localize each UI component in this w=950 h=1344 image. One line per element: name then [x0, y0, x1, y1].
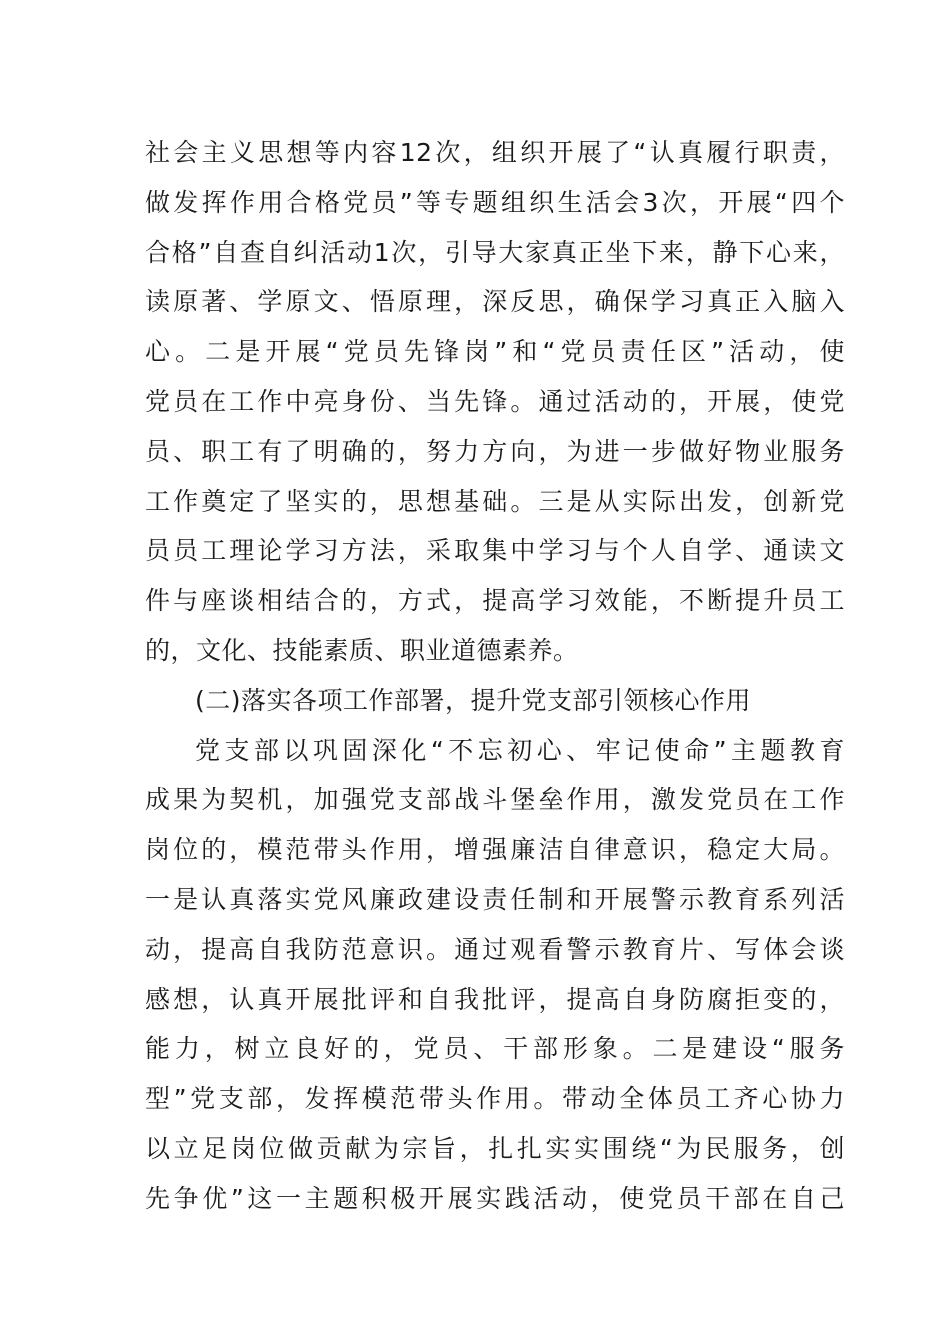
text-line: 合格”自查自纠活动1次，引导大家真正坐下来，静下心来， [145, 237, 845, 267]
text-line: 员、职工有了明确的，努力方向，为进一步做好物业服务 [145, 436, 845, 466]
text-line: 先争优”这一主题积极开展实践活动，使党员干部在自己 [145, 1183, 845, 1213]
text-line: 一是认真落实党风廉政建设责任制和开展警示教育系列活 [145, 884, 845, 914]
text-line: 读原著、学原文、悟原理，深反思，确保学习真正入脑入 [145, 287, 845, 317]
text-line: 件与座谈相结合的，方式，提高学习效能，不断提升员工 [145, 586, 845, 616]
paragraph-2 [145, 726, 845, 1224]
text-line: 员员工理论学习方法，采取集中学习与个人自学、通读文 [145, 536, 845, 566]
text-line: 岗位的，模范带头作用，增强廉洁自律意识，稳定大局。 [145, 835, 845, 865]
text-line: 以立足岗位做贡献为宗旨，扎扎实实围绕“为民服务，创 [145, 1133, 845, 1163]
text-line: 的，文化、技能素质、职业道德素养。 [145, 635, 579, 665]
text-line: 成果为契机，加强党支部战斗堡垒作用，激发党员在工作 [145, 785, 845, 815]
text-line: 动，提高自我防范意识。通过观看警示教育片、写体会谈 [145, 934, 845, 964]
text-line: 心。二是开展“党员先锋岗”和“党员责任区”活动，使 [145, 337, 845, 367]
text-line: 型”党支部，发挥模范带头作用。带动全体员工齐心协力 [145, 1084, 845, 1114]
text-line: 做发挥作用合格党员”等专题组织生活会3次，开展“四个 [145, 187, 845, 217]
text-line: 工作奠定了坚实的，思想基础。三是从实际出发，创新党 [145, 486, 845, 516]
text-line: 党支部以巩固深化“不忘初心、牢记使命”主题教育 [195, 735, 845, 765]
text-line: 感想，认真开展批评和自我批评，提高自身防腐拒变的， [145, 984, 845, 1014]
document-body [145, 128, 845, 1224]
text-line: 能力，树立良好的，党员、干部形象。二是建设“服务 [145, 1034, 845, 1064]
text-line: 党员在工作中亮身份、当先锋。通过活动的，开展，使党 [145, 386, 845, 416]
paragraph-1 [145, 128, 845, 676]
section-heading: (二)落实各项工作部署，提升党支部引领核心作用 [195, 685, 752, 715]
text-line: 社会主义思想等内容12次，组织开展了“认真履行职责， [145, 138, 845, 167]
